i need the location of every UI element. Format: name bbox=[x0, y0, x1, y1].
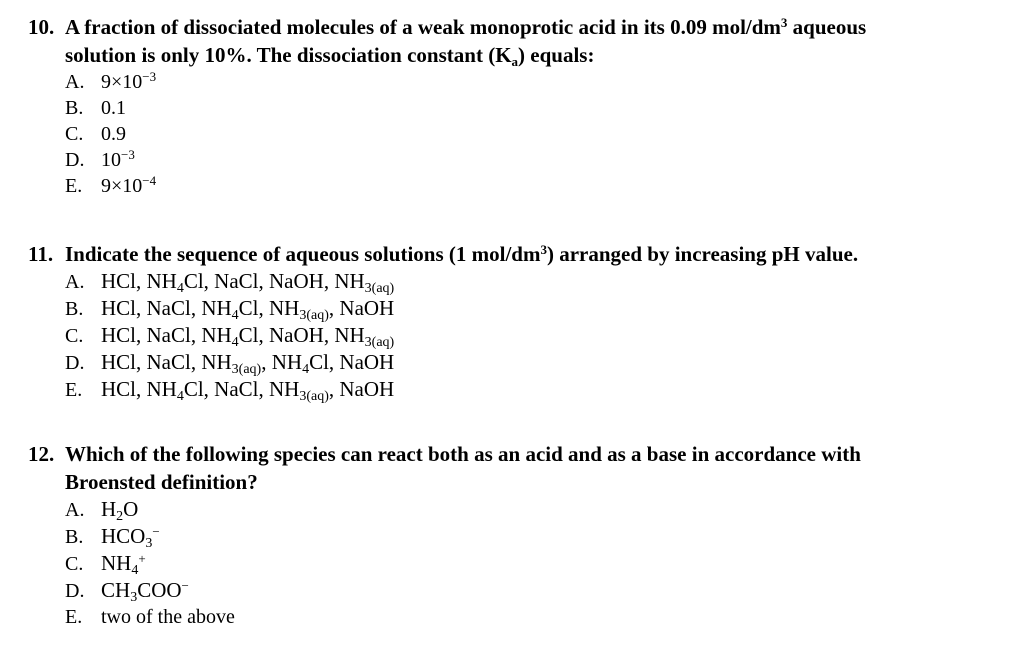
question-10: 10. A fraction of dissociated molecules of a weak monoprotic acid in its 0.09 mol/$dm^3$ aqueous solution is only 10%. The dissociation constant $(K_a)$ equals: A. $9\times 10^{-3}$ B. 0.1 C. 0.9 D. $10^{-3}$ E. $9\times 10^{-4}$ bbox=[28, 13, 1013, 199]
option-a: A. $9\times 10^{-3}$ bbox=[65, 69, 157, 93]
question-11 bbox=[28, 240, 1013, 403]
option-c: C. 0.9 bbox=[65, 123, 126, 145]
option-d: D. $CH_3COO^-$ bbox=[65, 578, 189, 605]
question-12-stem: 12. Which of the following species can react both as an acid and as a base in accordance with bbox=[28, 442, 861, 466]
option-a: A. $H_2O$ bbox=[65, 497, 139, 524]
option-d: D. HCl, NaCl, $NH_{3(aq)}$, $NH_4Cl$, NaOH bbox=[65, 350, 395, 377]
option-e: E. $9\times 10^{-4}$ bbox=[65, 173, 157, 197]
option-e: E. two of the above bbox=[65, 606, 235, 628]
question-12: 12. Which of the following species can react both as an acid and as a base in accordance with Broensted definition? A. $H_2O$ B. $HCO_3^-$ C. $NH_4^+$ D. $CH_3COO^-$ E. two of the above bbox=[28, 440, 1013, 630]
question-number: 11. bbox=[28, 242, 54, 266]
question-10-stem: 10. A fraction of dissociated molecules of a weak monoprotic acid in its 0.09 mol/$dm^3$ aqueous bbox=[28, 15, 867, 39]
question-11-stem: 11. Indicate the sequence of aqueous solutions (1 mol/$dm^3$) arranged by increasing pH value. bbox=[28, 242, 859, 266]
question-number: 12. bbox=[28, 442, 55, 466]
option-b: B. HCl, NaCl, $NH_4Cl$, $NH_{3(aq)}$, NaOH bbox=[65, 296, 395, 323]
option-e: E. HCl, $NH_4Cl$, NaCl, $NH_{3(aq)}$, NaOH bbox=[65, 377, 395, 404]
question-number: 10. bbox=[28, 15, 55, 39]
option-b: B. $HCO_3^-$ bbox=[65, 524, 160, 551]
option-d: D. $10^{-3}$ bbox=[65, 147, 135, 171]
option-c: C. $NH_4^+$ bbox=[65, 551, 146, 578]
option-c: C. HCl, NaCl, $NH_4Cl$, NaOH, $NH_{3(aq)}$ bbox=[65, 323, 395, 350]
option-a: A. HCl, $NH_4Cl$, NaCl, NaOH, $NH_{3(aq)}$ bbox=[65, 269, 395, 296]
option-b: B. 0.1 bbox=[65, 97, 126, 119]
